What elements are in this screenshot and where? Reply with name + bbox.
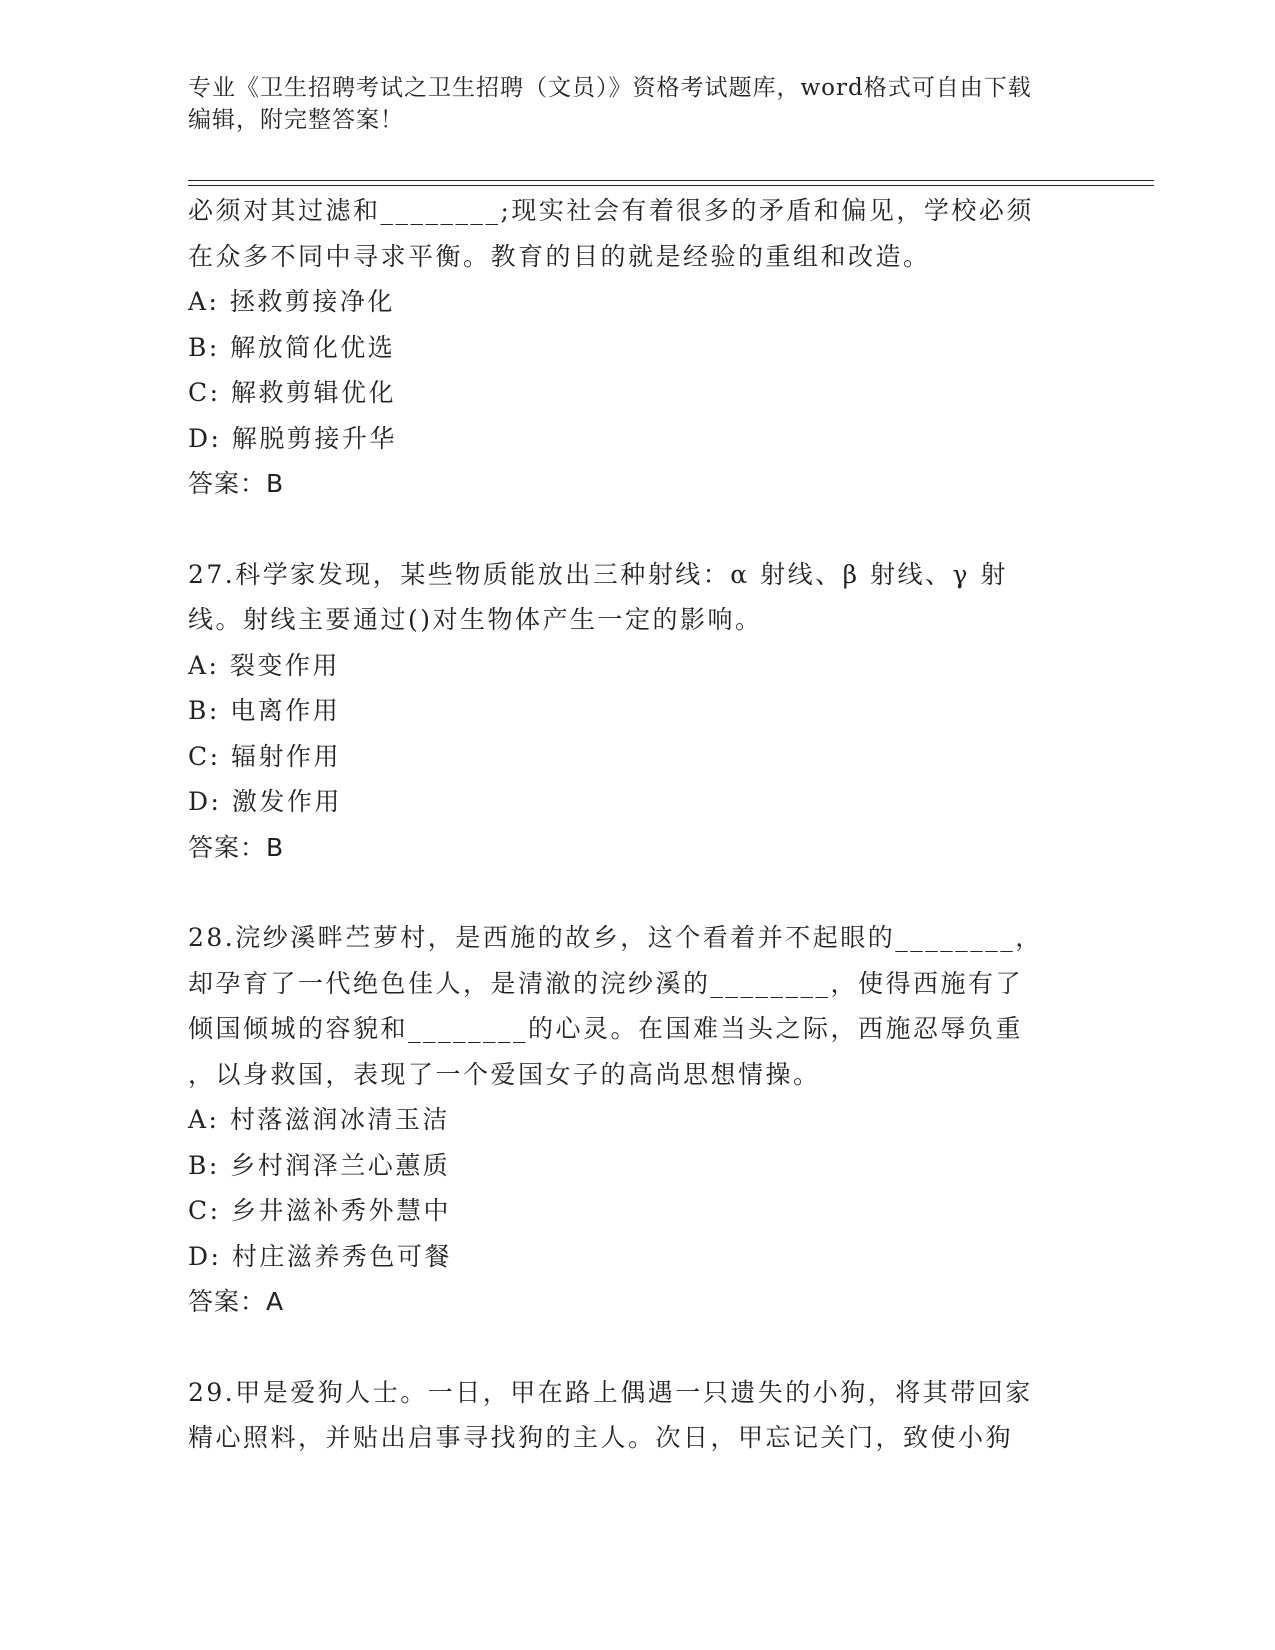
answer-label: 答案：A (188, 1287, 285, 1316)
question-28 (188, 915, 1068, 1325)
question-text-line: 倾国倾城的容貌和________的心灵。在国难当头之际，西施忍辱负重 (188, 1014, 1024, 1043)
question-text-line: 在众多不同中寻求平衡。教育的目的就是经验的重组和改造。 (188, 241, 931, 271)
question-29 (188, 1370, 1068, 1461)
option-d: D: 村庄滋养秀色可餐 (188, 1241, 452, 1271)
header-divider-top (188, 180, 1154, 181)
question-text-line: 29.甲是爱狗人士。一日，甲在路上偶遇一只遗失的小狗，将其带回家 (188, 1377, 1033, 1407)
question-26 (188, 188, 1068, 507)
option-c: C: 辐射作用 (188, 741, 341, 771)
question-text-line: 27.科学家发现，某些物质能放出三种射线：α 射线、β 射线、γ 射 (188, 559, 1008, 589)
option-a: A: 裂变作用 (188, 650, 340, 680)
option-a: A: 村落滋润冰清玉洁 (188, 1105, 450, 1134)
document-header (188, 72, 1068, 136)
option-b: B: 电离作用 (188, 696, 341, 725)
header-line-1: 专业《卫生招聘考试之卫生招聘（文员）》资格考试题库，word格式可自由下载 (188, 75, 1032, 101)
question-text-line: 28.浣纱溪畔苎萝村，是西施的故乡，这个看着并不起眼的________， (188, 923, 1043, 952)
question-spacer (188, 507, 1068, 552)
question-text-line: 却孕育了一代绝色佳人，是清澈的浣纱溪的________，使得西施有了 (188, 968, 1024, 998)
option-a: A: 拯救剪接净化 (188, 287, 395, 316)
question-spacer (188, 1325, 1068, 1370)
question-text-line: ，以身救国，表现了一个爱国女子的高尚思想情操。 (188, 1059, 821, 1089)
answer-label: 答案：B (188, 832, 285, 862)
question-text-line: 线。射线主要通过()对生物体产生一定的影响。 (188, 605, 763, 634)
option-d: D: 解脱剪接升华 (188, 423, 397, 453)
header-line-2: 编辑，附完整答案！ (188, 107, 404, 133)
option-c: C: 乡井滋补秀外慧中 (188, 1196, 451, 1225)
question-spacer (188, 870, 1068, 915)
question-text-line: 精心照料，并贴出启事寻找狗的主人。次日，甲忘记关门，致使小狗 (188, 1423, 1014, 1452)
question-27 (188, 552, 1068, 871)
option-c: C: 解救剪辑优化 (188, 378, 396, 407)
question-text-line: 必须对其过滤和________;现实社会有着很多的矛盾和偏见，学校必须 (188, 196, 1034, 225)
option-d: D: 激发作用 (188, 787, 342, 816)
option-b: B: 乡村润泽兰心蕙质 (188, 1150, 451, 1180)
option-b: B: 解放简化优选 (188, 332, 396, 362)
answer-label: 答案：B (188, 469, 285, 498)
question-list (188, 188, 1068, 1461)
header-divider-bottom (188, 185, 1154, 186)
